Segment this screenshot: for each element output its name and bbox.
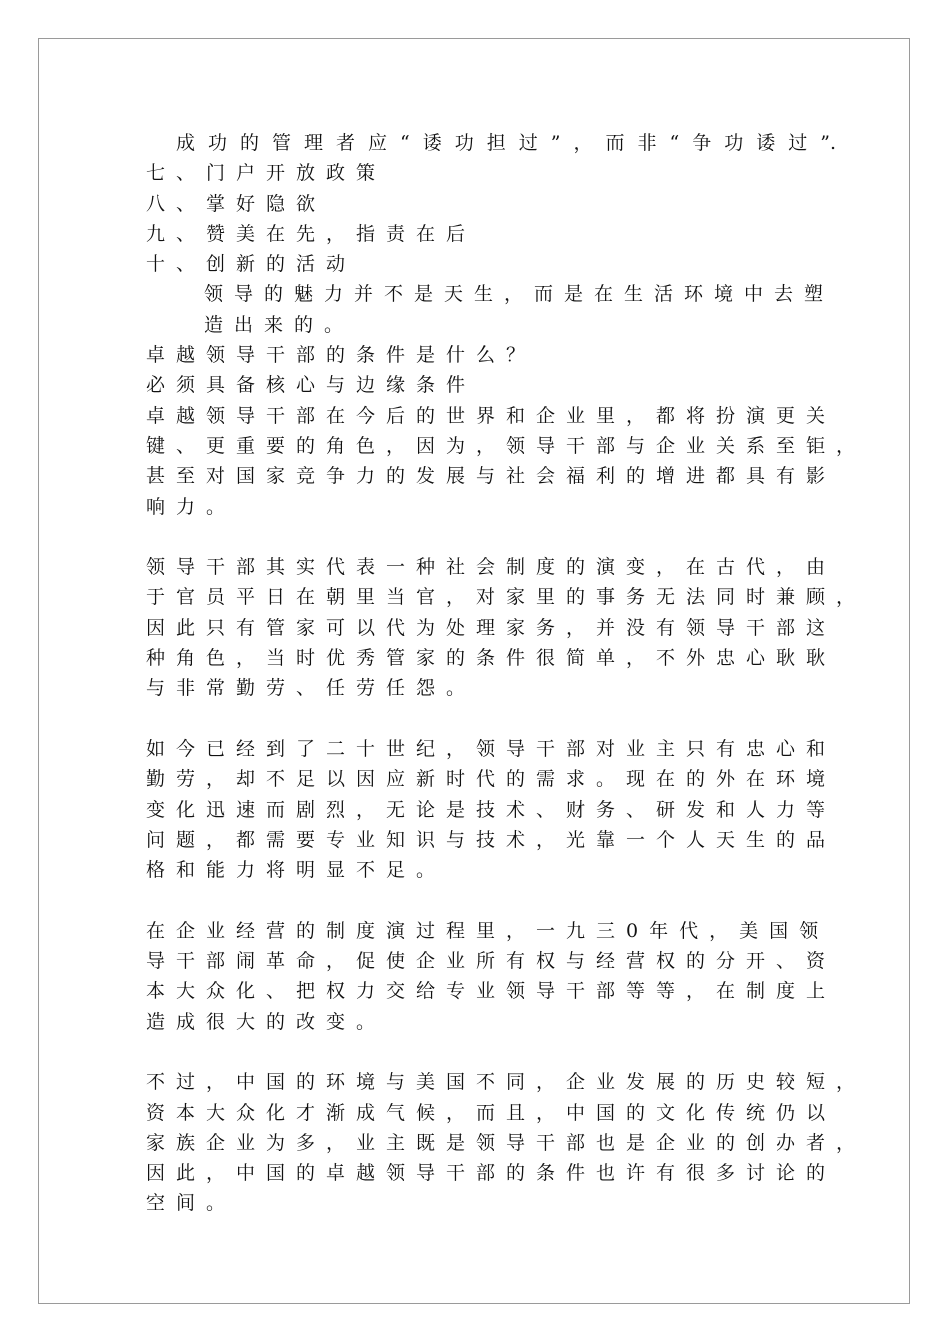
paragraph-line: 键、更重要的角色，因为，领导干部与企业关系至钜， (146, 434, 867, 457)
paragraph-line: 导干部闹革命，促使企业所有权与经营权的分开、资 (146, 950, 837, 973)
paragraph-spacer (146, 704, 836, 734)
paragraph-line: 问题，都需要专业知识与技术，光靠一个人天生的品 (146, 828, 837, 851)
paragraph-line: 卓越领导干部在今后的世界和企业里，都将扮演更关 (146, 404, 837, 427)
paragraph-line: 因此只有管家可以代为处理家务，并没有领导干部这 (146, 616, 837, 639)
paragraph-line: 甚至对国家竞争力的发展与社会福利的增进都具有影 (146, 465, 837, 488)
answer-line: 必须具备核心与边缘条件 (146, 374, 477, 397)
paragraph-line: 领导干部其实代表一种社会制度的演变，在古代，由 (146, 556, 837, 579)
paragraph-line: 与非常勤劳、任劳任怨。 (146, 677, 477, 700)
paragraph-line: 在企业经营的制度演过程里，一九三0年代，美国领 (146, 919, 830, 942)
document-body (146, 128, 867, 1219)
intro-line: 成功的管理者应“诿功担过”，而非“争功诿过”. (176, 132, 836, 154)
paragraph-5 (146, 1067, 867, 1218)
indented-line-1: 领导的魅力并不是天生，而是在生活环境中去塑 (204, 283, 835, 306)
paragraph-line: 种角色，当时优秀管家的条件很简单，不外忠心耿耿 (146, 647, 837, 670)
paragraph-line: 不过，中国的环境与美国不同，企业发展的历史较短， (146, 1071, 867, 1094)
indented-line-2: 造出来的。 (204, 313, 355, 336)
paragraph-4 (146, 916, 836, 1037)
paragraph-line: 因此，中国的卓越领导干部的条件也许有很多讨论的 (146, 1162, 837, 1185)
paragraph-spacer (146, 885, 836, 915)
list-item-8: 八、掌好隐欲 (146, 192, 327, 215)
paragraph-line: 变化迅速而剧烈，无论是技术、财务、研发和人力等 (146, 798, 837, 821)
paragraph-line: 勤劳，却不足以因应新时代的需求。现在的外在环境 (146, 768, 837, 791)
list-item-9: 九、赞美在先，指责在后 (146, 222, 477, 245)
paragraph-line: 资本大众化才渐成气候，而且，中国的文化传统仍以 (146, 1101, 837, 1124)
paragraph-line: 于官员平日在朝里当官，对家里的事务无法同时兼顾， (146, 586, 867, 609)
paragraph-1 (146, 401, 867, 522)
paragraph-line: 响力。 (146, 495, 237, 518)
question-heading: 卓越领导干部的条件是什么？ (146, 344, 537, 367)
paragraph-line: 本大众化、把权力交给专业领导干部等等，在制度上 (146, 980, 837, 1003)
paragraph-3 (146, 734, 836, 885)
list-item-7: 七、门户开放政策 (146, 162, 387, 185)
paragraph-line: 家族企业为多，业主既是领导干部也是企业的创办者， (146, 1131, 867, 1154)
list-item-10: 十、创新的活动 (146, 253, 357, 276)
paragraph-line: 空间。 (146, 1192, 237, 1215)
paragraph-2 (146, 552, 867, 703)
paragraph-line: 格和能力将明显不足。 (146, 859, 447, 882)
paragraph-line: 造成很大的改变。 (146, 1010, 387, 1033)
paragraph-line: 如今已经到了二十世纪，领导干部对业主只有忠心和 (146, 737, 837, 760)
paragraph-spacer (146, 522, 836, 552)
paragraph-spacer (146, 1037, 836, 1067)
